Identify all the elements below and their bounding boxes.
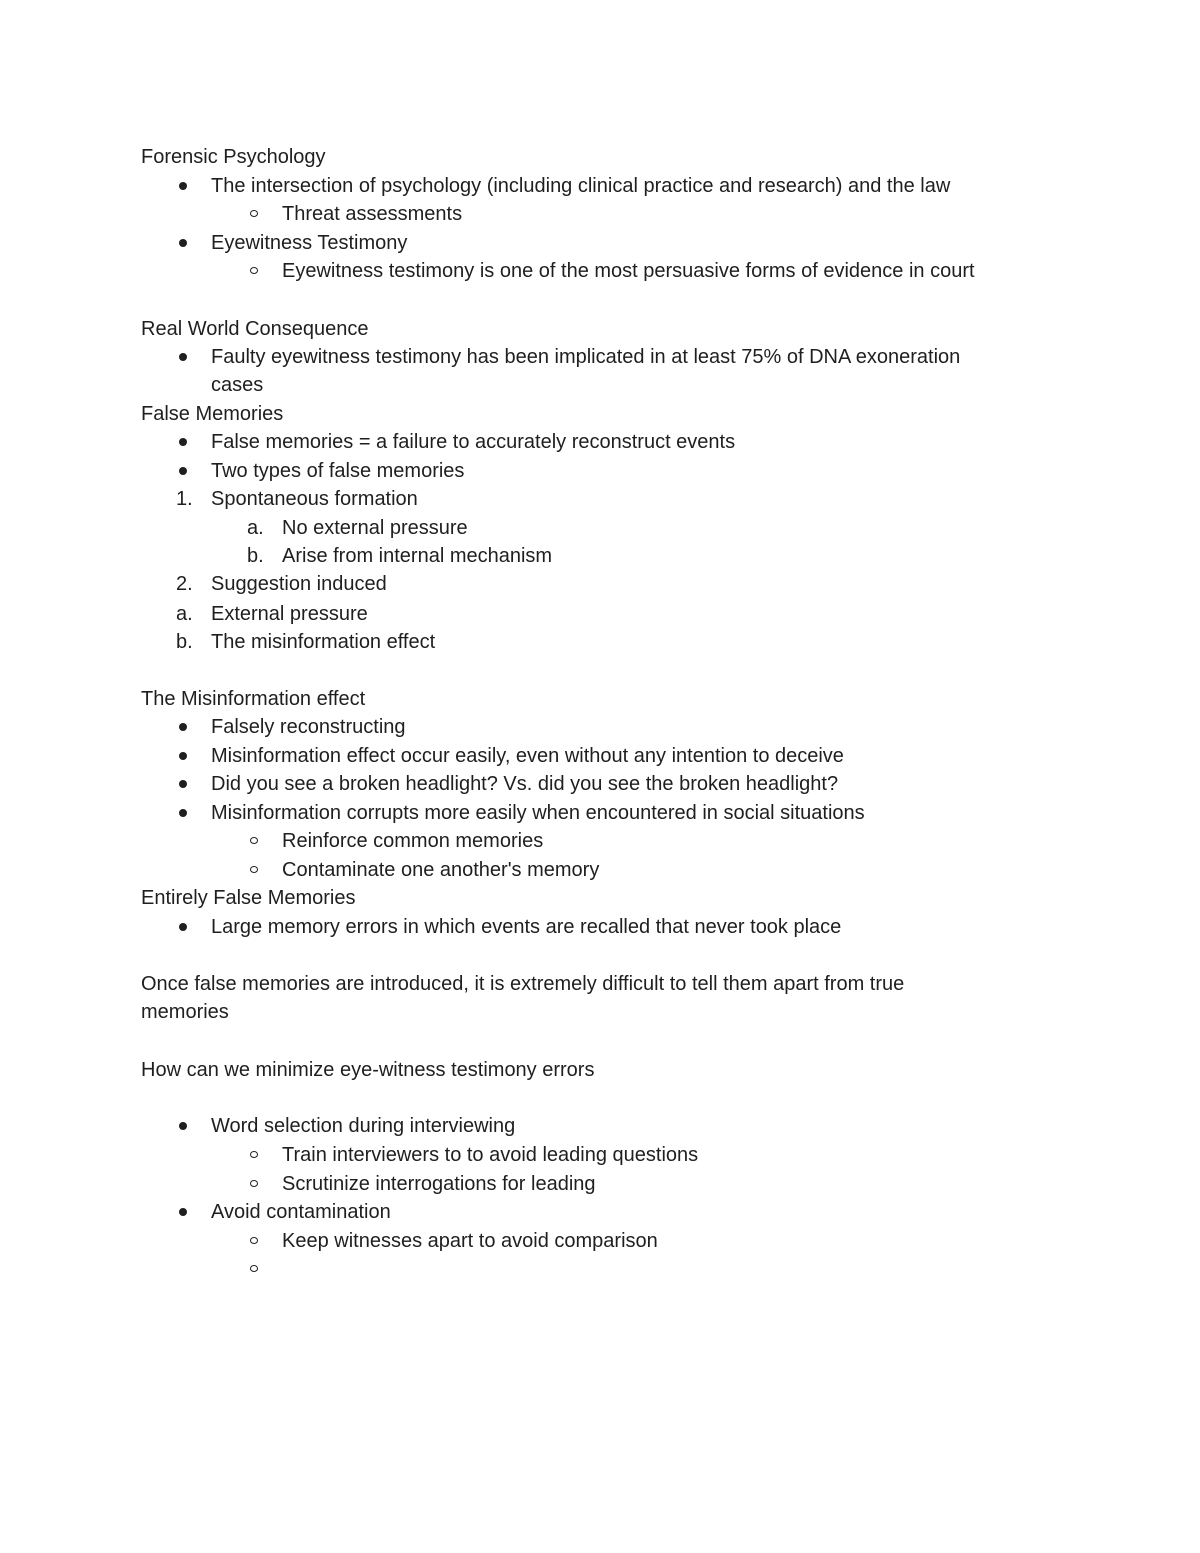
line-text: Did you see a broken headlight? Vs. did you see the broken headlight? bbox=[211, 773, 839, 795]
bullet-disc-icon bbox=[179, 723, 187, 731]
line-text: The Misinformation effect bbox=[141, 688, 366, 710]
line-text: Reinforce common memories bbox=[282, 830, 544, 852]
list-marker: a. bbox=[176, 603, 193, 625]
line-text: Scrutinize interrogations for leading bbox=[282, 1173, 596, 1195]
line-text: Entirely False Memories bbox=[141, 887, 356, 909]
bullet-disc-icon bbox=[179, 467, 187, 475]
line-text: Once false memories are introduced, it is extremely difficult to tell them apart from true bbox=[141, 973, 905, 995]
list-marker: 1. bbox=[176, 488, 193, 510]
line-text: Arise from internal mechanism bbox=[282, 545, 553, 567]
line-text: Train interviewers to to avoid leading questions bbox=[282, 1144, 699, 1166]
bullet-circle-icon bbox=[250, 210, 258, 217]
line-text: Suggestion induced bbox=[211, 573, 387, 595]
list-marker: a. bbox=[247, 517, 264, 539]
line-text: memories bbox=[141, 1001, 229, 1023]
list-marker: b. bbox=[247, 545, 264, 567]
line-text: cases bbox=[211, 374, 264, 396]
bullet-circle-icon bbox=[250, 267, 258, 274]
bullet-disc-icon bbox=[179, 353, 187, 361]
bullet-circle-icon bbox=[250, 1265, 258, 1272]
line-text: External pressure bbox=[211, 603, 368, 625]
line-text: Misinformation corrupts more easily when encountered in social situations bbox=[211, 802, 865, 824]
list-marker: 2. bbox=[176, 573, 193, 595]
list-marker: b. bbox=[176, 631, 193, 653]
line-text: Faulty eyewitness testimony has been implicated in at least 75% of DNA exoneration bbox=[211, 346, 961, 368]
bullet-disc-icon bbox=[179, 239, 187, 247]
line-text: Falsely reconstructing bbox=[211, 716, 406, 738]
line-text: Contaminate one another's memory bbox=[282, 859, 600, 881]
bullet-circle-icon bbox=[250, 1180, 258, 1187]
line-text: No external pressure bbox=[282, 517, 468, 539]
line-text: Avoid contamination bbox=[211, 1201, 391, 1223]
line-text: Real World Consequence bbox=[141, 318, 369, 340]
line-text: The misinformation effect bbox=[211, 631, 436, 653]
line-text: Threat assessments bbox=[282, 203, 463, 225]
line-text: Word selection during interviewing bbox=[211, 1115, 516, 1137]
line-text: Keep witnesses apart to avoid comparison bbox=[282, 1230, 658, 1252]
bullet-disc-icon bbox=[179, 1208, 187, 1216]
bullet-circle-icon bbox=[250, 1237, 258, 1244]
line-text: Forensic Psychology bbox=[141, 146, 326, 168]
bullet-disc-icon bbox=[179, 780, 187, 788]
line-text: False memories = a failure to accurately reconstruct events bbox=[211, 431, 736, 453]
bullet-disc-icon bbox=[179, 809, 187, 817]
line-text: Spontaneous formation bbox=[211, 488, 418, 510]
line-text: Misinformation effect occur easily, even without any intention to deceive bbox=[211, 745, 844, 767]
bullet-disc-icon bbox=[179, 752, 187, 760]
bullet-disc-icon bbox=[179, 923, 187, 931]
bullet-circle-icon bbox=[250, 837, 258, 844]
bullet-circle-icon bbox=[250, 1151, 258, 1158]
line-text: How can we minimize eye-witness testimony errors bbox=[141, 1059, 595, 1081]
bullet-circle-icon bbox=[250, 866, 258, 873]
line-text: Two types of false memories bbox=[211, 460, 465, 482]
line-text: False Memories bbox=[141, 403, 284, 425]
line-text: Eyewitness testimony is one of the most persuasive forms of evidence in court bbox=[282, 260, 975, 282]
line-text: Large memory errors in which events are recalled that never took place bbox=[211, 916, 842, 938]
line-text: Eyewitness Testimony bbox=[211, 232, 408, 254]
line-text: The intersection of psychology (including clinical practice and research) and the law bbox=[211, 175, 951, 197]
bullet-disc-icon bbox=[179, 438, 187, 446]
bullet-disc-icon bbox=[179, 1122, 187, 1130]
bullet-disc-icon bbox=[179, 182, 187, 190]
